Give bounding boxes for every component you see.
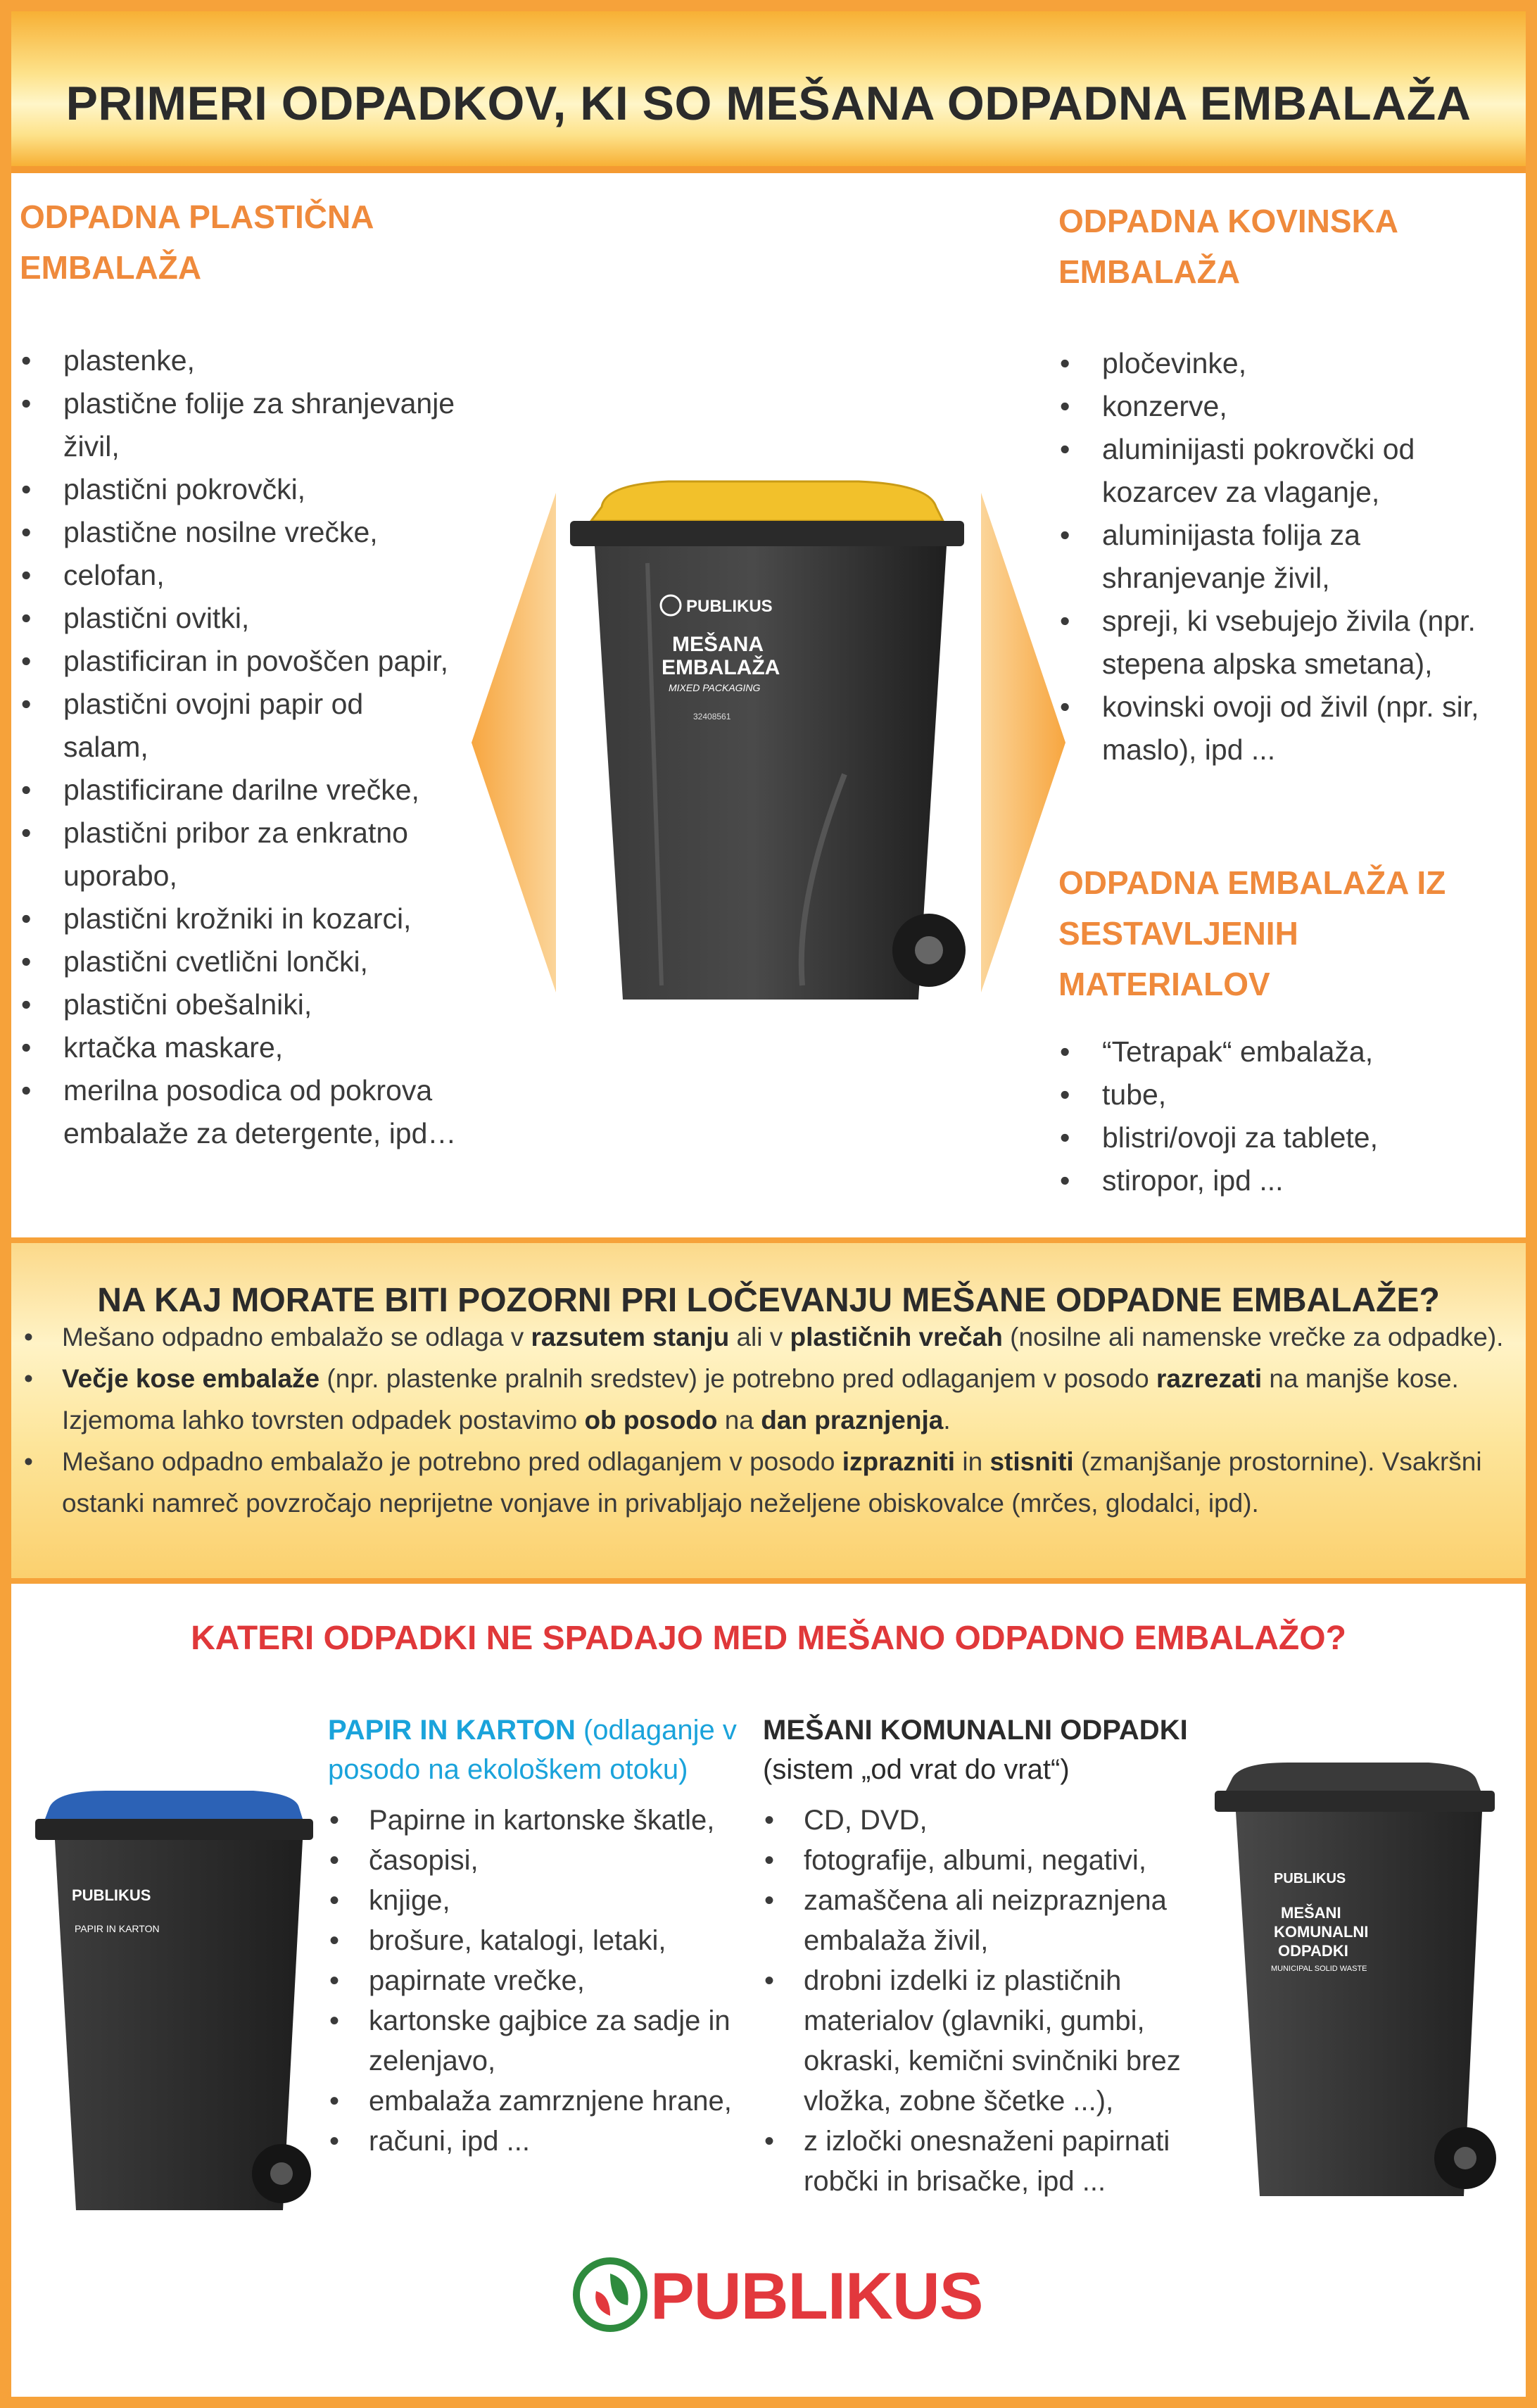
list-item: • Večje kose embalaže (npr. plastenke pralnih sredstev) je potrebno pred odlaganjem v posodo razrezati na manjše kose. Izjemoma lahko tovrsten odpadek postavimo ob posodo na dan praznjenja. (24, 1358, 1516, 1441)
header-divider (11, 166, 1526, 173)
gray-bin-label-line1: MEŠANI (1281, 1904, 1341, 1922)
municipal-note: (sistem „od vrat do vrat“) (763, 1754, 1070, 1785)
metal-section-title (1058, 196, 1398, 297)
blue-lid-bin-image (28, 1788, 324, 2224)
paper-list (328, 1801, 759, 2162)
yellow-lid-bin-image (563, 479, 985, 1028)
not-belonging-title: KATERI ODPADKI NE SPADAJO MED MEŠANO ODPADNO EMBALAŽO? (191, 1620, 1346, 1657)
composite-title-line3: MATERIALOV (1058, 966, 1270, 1002)
publikus-logo-text: PUBLIKUS (650, 2259, 983, 2333)
list-item: • Papirne in kartonske škatle, (328, 1801, 759, 1841)
list-item: • plastični ovojni papir od salam, (20, 683, 505, 769)
publikus-logo-icon (571, 2252, 649, 2337)
list-item: • plastični pribor za enkratno uporabo, (20, 812, 505, 897)
composite-title-line1: ODPADNA EMBALAŽA IZ (1058, 864, 1446, 901)
list-item: • plastične nosilne vrečke, (20, 511, 505, 554)
list-item: • plastični cvetlični lončki, (20, 940, 505, 983)
list-item: • zamaščena ali neizpraznjena embalaža živil, (763, 1881, 1213, 1961)
list-item: • blistri/ovoji za tablete, (1058, 1116, 1488, 1159)
list-item: • drobni izdelki iz plastičnih materialov (glavniki, gumbi, okraski, kemični svinčniki brez vložka, zobne ščetke ...), (763, 1961, 1213, 2122)
composite-section-title (1058, 857, 1446, 1009)
left-arrow-icon (472, 493, 556, 992)
list-item: • plastični obešalniki, (20, 983, 505, 1026)
list-item: • konzerve, (1058, 385, 1488, 428)
list-item: • časopisi, (328, 1841, 759, 1881)
list-item: • merilna posodica od pokrova embalaže za detergente, ipd… (20, 1069, 505, 1155)
list-item: • aluminijasta folija za shranjevanje živil, (1058, 514, 1488, 600)
composite-title-line2: SESTAVLJENIH (1058, 915, 1298, 952)
gray-bin-label-sub: MUNICIPAL SOLID WASTE (1271, 1965, 1367, 1973)
bin-brand: PUBLIKUS (686, 597, 773, 616)
list-item: • papirnate vrečke, (328, 1961, 759, 2001)
bin-code: 32408561 (693, 712, 731, 721)
list-item: • knjige, (328, 1881, 759, 1921)
list-item: • krtačka maskare, (20, 1026, 505, 1069)
bin-label-line2: EMBALAŽA (662, 656, 780, 679)
bin-label-sub: MIXED PACKAGING (669, 682, 761, 693)
list-item: • tube, (1058, 1073, 1488, 1116)
list-item: • aluminijasti pokrovčki od kozarcev za vlaganje, (1058, 428, 1488, 514)
page-title: PRIMERI ODPADKOV, KI SO MEŠANA ODPADNA EMBALAŽA (65, 77, 1472, 130)
list-item: • CD, DVD, (763, 1801, 1213, 1841)
list-item: • Mešano odpadno embalažo se odlaga v razsutem stanju ali v plastičnih vrečah (nosilne ali namenske vrečke za odpadke). (24, 1316, 1516, 1358)
list-item: • stiropor, ipd ... (1058, 1159, 1488, 1202)
metal-list (1058, 342, 1488, 771)
gray-bin-brand: PUBLIKUS (1274, 1871, 1346, 1886)
paper-title: PAPIR IN KARTON (328, 1715, 576, 1746)
list-item: • kartonske gajbice za sadje in zelenjavo, (328, 2001, 759, 2081)
list-item: • plastične folije za shranjevanje živil, (20, 382, 505, 468)
list-item: • fotografije, albumi, negativi, (763, 1841, 1213, 1881)
list-item: • embalaža zamrznjene hrane, (328, 2081, 759, 2122)
gray-lid-bin-image (1203, 1760, 1506, 2210)
list-item: • kovinski ovoji od živil (npr. sir, maslo), ipd ... (1058, 686, 1488, 771)
gray-bin-label-line3: ODPADKI (1278, 1942, 1348, 1960)
paper-section-title (328, 1710, 764, 1789)
attention-title: NA KAJ MORATE BITI POZORNI PRI LOČEVANJU MEŠANE ODPADNE EMBALAŽE? (97, 1282, 1440, 1319)
blue-bin-label: PAPIR IN KARTON (75, 1923, 160, 1934)
list-item: • z izločki onesnaženi papirnati robčki in brisačke, ipd ... (763, 2122, 1213, 2202)
attention-list (24, 1316, 1516, 1524)
right-arrow-icon (981, 493, 1065, 992)
plastic-list (20, 339, 505, 1155)
bin-label-line1: MEŠANA (672, 633, 764, 656)
list-item: • računi, ipd ... (328, 2122, 759, 2162)
municipal-section-title (763, 1710, 1213, 1789)
list-item: • Mešano odpadno embalažo je potrebno pred odlaganjem v posodo izprazniti in stisniti (zmanjšanje prostornine). Vsakršni ostanki namreč povzročajo neprijetne vonjave in privabljajo neželjene obiskovalce (mrčes, glodalci, ipd). (24, 1441, 1516, 1524)
list-item: • celofan, (20, 554, 505, 597)
plastic-section-title (20, 191, 374, 293)
list-item: • plastični pokrovčki, (20, 468, 505, 511)
list-item: • “Tetrapak“ embalaža, (1058, 1030, 1488, 1073)
municipal-list (763, 1801, 1213, 2202)
list-item: • plastični krožniki in kozarci, (20, 897, 505, 940)
plastic-title-line2: EMBALAŽA (20, 249, 202, 286)
municipal-title: MEŠANI KOMUNALNI ODPADKI (763, 1715, 1188, 1746)
metal-title-line2: EMBALAŽA (1058, 253, 1241, 290)
blue-bin-brand: PUBLIKUS (72, 1886, 151, 1904)
composite-list (1058, 1030, 1488, 1202)
gray-bin-label-line2: KOMUNALNI (1274, 1923, 1369, 1941)
publikus-logo (571, 2252, 983, 2337)
list-item: • plastenke, (20, 339, 505, 382)
paper-note: (odlaganje v posodo na ekološkem otoku) (328, 1715, 737, 1785)
list-item: • plastificiran in povoščen papir, (20, 640, 505, 683)
list-item: • plastični ovitki, (20, 597, 505, 640)
list-item: • spreji, ki vsebujejo živila (npr. stepena alpska smetana), (1058, 600, 1488, 686)
page-header (11, 11, 1526, 166)
metal-title-line1: ODPADNA KOVINSKA (1058, 203, 1399, 239)
plastic-title-line1: ODPADNA PLASTIČNA (20, 198, 374, 235)
list-item: • plastificirane darilne vrečke, (20, 769, 505, 812)
list-item: • pločevinke, (1058, 342, 1488, 385)
list-item: • brošure, katalogi, letaki, (328, 1921, 759, 1961)
